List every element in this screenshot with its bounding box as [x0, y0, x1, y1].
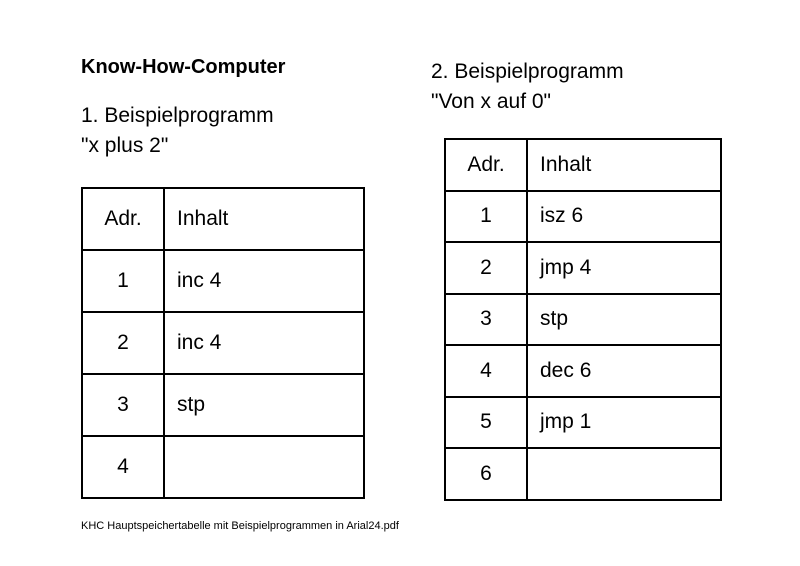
cell-adr: 1 [445, 191, 527, 243]
column-header-inhalt: Inhalt [164, 188, 364, 250]
cell-inhalt: jmp 4 [527, 242, 721, 294]
cell-inhalt: dec 6 [527, 345, 721, 397]
program1-heading-block [81, 101, 274, 161]
table-header-row [82, 188, 364, 250]
table-row [445, 397, 721, 449]
table-row [445, 294, 721, 346]
program2-subtitle: "Von x auf 0" [431, 90, 551, 113]
table-row [445, 191, 721, 243]
cell-adr: 4 [82, 436, 164, 498]
column-header-adr: Adr. [445, 139, 527, 191]
cell-adr: 3 [82, 374, 164, 436]
cell-adr: 2 [82, 312, 164, 374]
program2-heading: 2. Beispielprogramm [431, 60, 624, 83]
table-row [82, 436, 364, 498]
program2-memory-table [444, 138, 722, 501]
table-row [82, 374, 364, 436]
cell-inhalt: stp [164, 374, 364, 436]
cell-inhalt: jmp 1 [527, 397, 721, 449]
program1-heading: 1. Beispielprogramm [81, 104, 274, 127]
program1-memory-table [81, 187, 365, 499]
table-row [445, 448, 721, 500]
program2-heading-block [431, 57, 624, 117]
cell-adr: 6 [445, 448, 527, 500]
table-row [445, 242, 721, 294]
document-title: Know-How-Computer [81, 56, 286, 78]
cell-adr: 4 [445, 345, 527, 397]
cell-adr: 1 [82, 250, 164, 312]
cell-inhalt: isz 6 [527, 191, 721, 243]
table-row [82, 250, 364, 312]
table-header-row [445, 139, 721, 191]
cell-adr: 3 [445, 294, 527, 346]
footer-filename: KHC Hauptspeichertabelle mit Beispielprogrammen in Arial24.pdf [81, 520, 399, 532]
column-header-inhalt: Inhalt [527, 139, 721, 191]
table-row [82, 312, 364, 374]
cell-adr: 2 [445, 242, 527, 294]
cell-adr: 5 [445, 397, 527, 449]
cell-inhalt [527, 448, 721, 500]
cell-inhalt: stp [527, 294, 721, 346]
table-row [445, 345, 721, 397]
cell-inhalt [164, 436, 364, 498]
program1-subtitle: "x plus 2" [81, 134, 169, 157]
cell-inhalt: inc 4 [164, 250, 364, 312]
column-header-adr: Adr. [82, 188, 164, 250]
cell-inhalt: inc 4 [164, 312, 364, 374]
